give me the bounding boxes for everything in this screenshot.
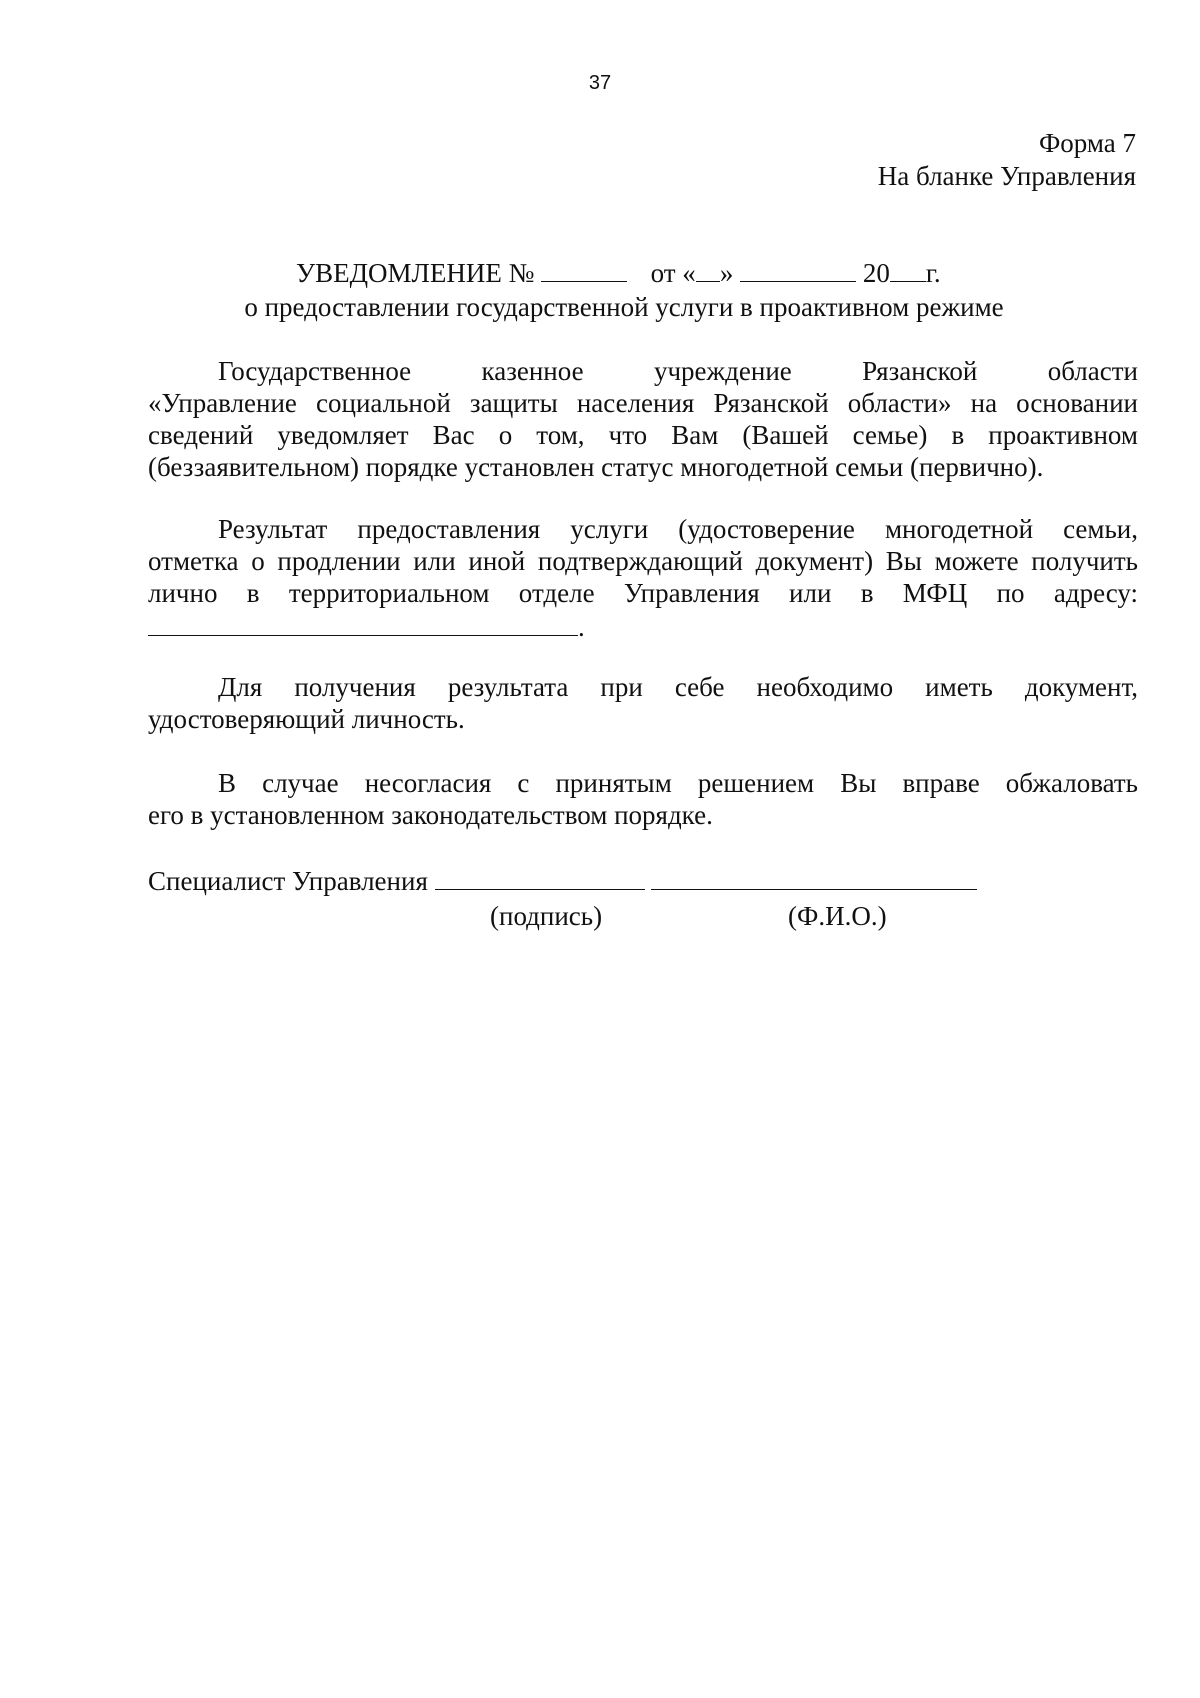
notice-day-blank [696, 280, 720, 282]
notice-number-blank [541, 280, 627, 282]
notice-month-blank [740, 280, 856, 282]
notice-title [296, 258, 941, 289]
signature-label: Специалист Управления [148, 866, 428, 896]
paragraph-result [148, 513, 1138, 609]
paragraph-line: «Управление социальной защиты населения Рязанской области» на основании [148, 388, 1138, 418]
name-caption: (Ф.И.О.) [788, 901, 887, 931]
form-blank-note: На бланке Управления [877, 161, 1136, 191]
paragraph-line: Результат предоставления услуги (удостоверение многодетной семьи, [218, 514, 1138, 544]
notice-heading: УВЕДОМЛЕНИЕ № [296, 258, 535, 288]
address-end: . [578, 612, 585, 642]
paragraph-line: отметка о продлении или иной подтверждающий документ) Вы можете получить [148, 546, 1138, 576]
paragraph-appeal [148, 767, 1138, 831]
signature-line [148, 866, 977, 897]
name-blank [651, 888, 977, 890]
notice-from-label: от « [650, 258, 696, 288]
paragraph-line: Государственное казенное учреждение Рязанской области [218, 356, 1138, 386]
paragraph-line: сведений уведомляет Вас о том, что Вам (Вашей семье) в проактивном [148, 420, 1138, 450]
paragraph-documents [148, 671, 1138, 735]
notice-year-prefix: 20 [862, 258, 890, 288]
signature-blank [435, 888, 645, 890]
paragraph-line: Для получения результата при себе необходимо иметь документ, [218, 672, 1138, 702]
notice-year-blank [890, 280, 926, 282]
page-number: 37 [588, 72, 612, 94]
paragraph-status [148, 355, 1138, 483]
notice-year-suffix: г. [925, 258, 941, 288]
paragraph-line: его в установленном законодательством порядке. [148, 800, 713, 830]
notice-quote-close: » [719, 258, 734, 288]
paragraph-line: (беззаявительном) порядке установлен статус многодетной семьи (первично). [148, 452, 1044, 482]
paragraph-line: лично в территориальном отделе Управления или в МФЦ по адресу: [148, 578, 1138, 608]
paragraph-line: В случае несогласия с принятым решением Вы вправе обжаловать [218, 768, 1138, 798]
address-field [148, 612, 585, 643]
form-number: Форма 7 [1038, 128, 1136, 158]
address-blank [148, 634, 578, 636]
paragraph-line: удостоверяющий личность. [148, 704, 465, 734]
signature-caption: (подпись) [490, 901, 603, 931]
notice-subtitle: о предоставлении государственной услуги в проактивном режиме [244, 292, 1004, 322]
